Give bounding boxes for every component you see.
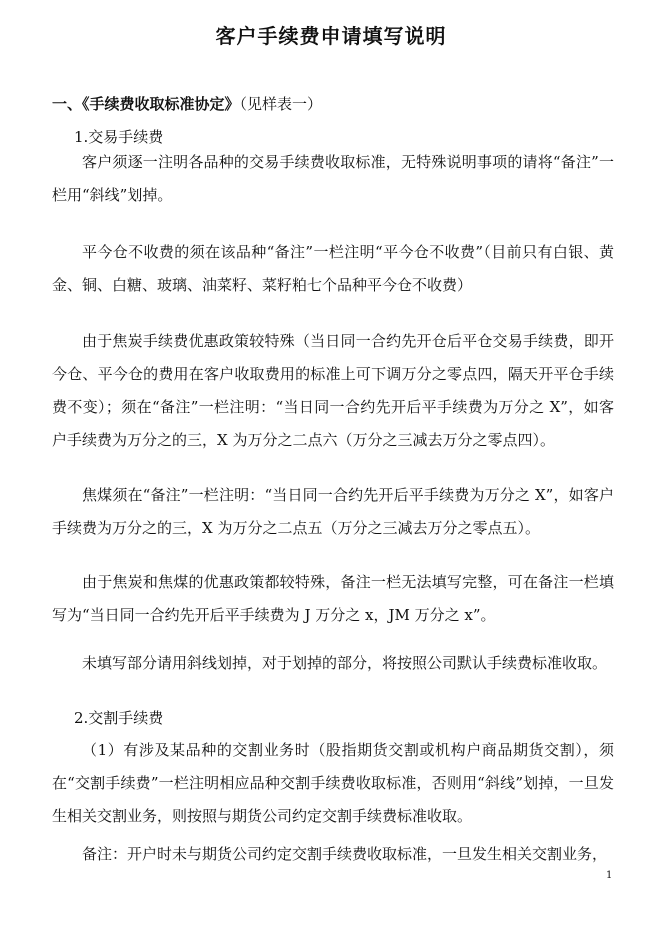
paragraph-coke-fee: 由于焦炭手续费优惠政策较特殊（当日同一合约先开仓后平仓交易手续费，即开今仓、平今仓的费用在客户收取费用的标准上可下调万分之零点四，隔天开平仓手续费不变）；须在“备注”一栏注明：“当日同一合约先开后平手续费为万分之 X”，如客户手续费为万分之的三，X 为万分之二点六（万分之三减去万分之零点四）。 <box>52 332 614 449</box>
subheading-delivery-fee: 2.交割手续费 <box>74 709 164 727</box>
paragraph-trading-fee-standard: 客户须逐一注明各品种的交易手续费收取标准，无特殊说明事项的请将“备注”一栏用“斜线”划掉。 <box>52 153 614 204</box>
section-heading-note: （见样表一） <box>239 95 323 113</box>
paragraph-delivery-fee-standard: （1）有涉及某品种的交割业务时（股指期货交割或机构户商品期货交割），须在“交割手续费”一栏注明相应品种交割手续费收取标准，否则用“斜线”划掉，一旦发生相关交割业务，则按照与期货公司约定交割手续费标准收取。 <box>52 741 614 825</box>
document-title: 客户手续费申请填写说明 <box>215 24 447 48</box>
section-heading-bold: 一、《手续费收取标准协定》 <box>52 95 240 113</box>
paragraph-coking-coal-fee: 焦煤须在“备注”一栏注明：“当日同一合约先开后平手续费为万分之 X”，如客户手续费为万分之的三，X 为万分之二点五（万分之三减去万分之零点五）。 <box>52 486 614 537</box>
section-heading-fee-agreement <box>52 93 322 114</box>
paragraph-default-fee: 未填写部分请用斜线划掉，对于划掉的部分，将按照公司默认手续费标准收取。 <box>82 654 608 672</box>
subheading-trading-fee: 1.交易手续费 <box>74 128 164 146</box>
paragraph-delivery-remark: 备注：开户时未与期货公司约定交割手续费收取标准，一旦发生相关交割业务， <box>82 845 608 863</box>
page-number: 1 <box>606 870 613 881</box>
paragraph-coke-coal-remark: 由于焦炭和焦煤的优惠政策都较特殊，备注一栏无法填写完整，可在备注一栏填写为“当日同一合约先开后平手续费为 J 万分之 x，JM 万分之 x”。 <box>52 573 614 624</box>
paragraph-close-today-free: 平今仓不收费的须在该品种“备注”一栏注明“平今仓不收费”（目前只有白银、黄金、铜、白糖、玻璃、油菜籽、菜籽粕七个品种平今仓不收费） <box>52 243 614 294</box>
